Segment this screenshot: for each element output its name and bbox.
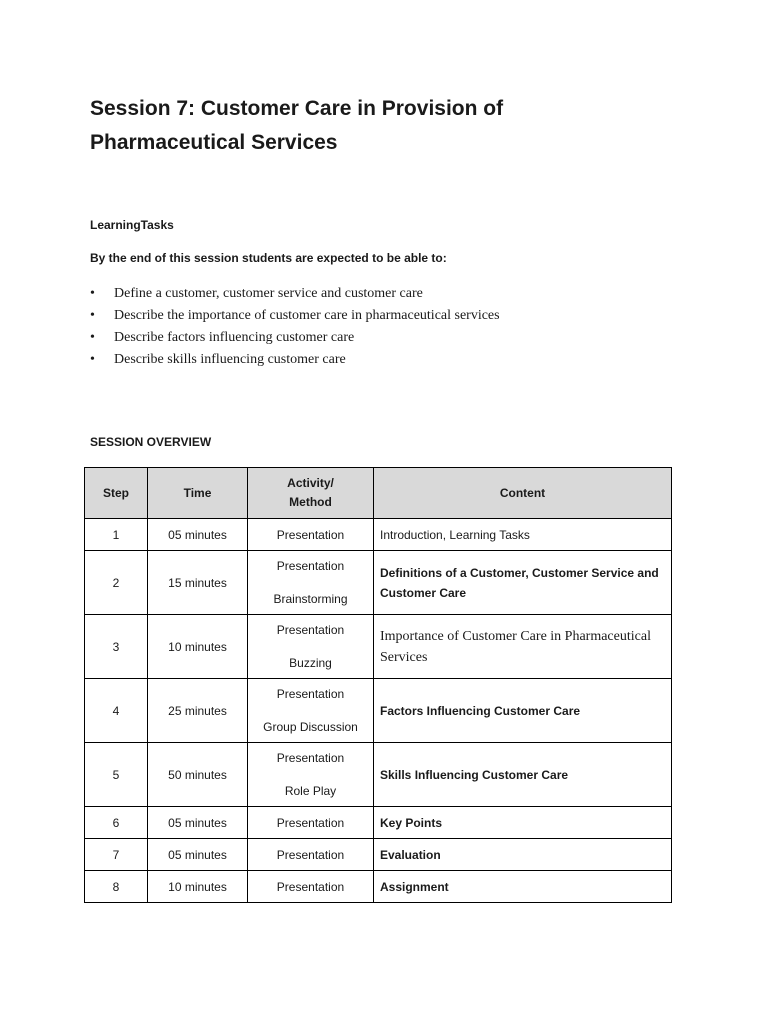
cell-content: Introduction, Learning Tasks (374, 519, 672, 551)
cell-content: Factors Influencing Customer Care (374, 679, 672, 743)
objective-item: • Describe the importance of customer care in pharmaceutical services (90, 305, 500, 327)
cell-method: Presentation (248, 519, 374, 551)
cell-step: 5 (85, 743, 148, 807)
cell-step: 1 (85, 519, 148, 551)
cell-content: Importance of Customer Care in Pharmaceutical Services (374, 615, 672, 679)
table-row (85, 615, 672, 679)
cell-step: 6 (85, 807, 148, 839)
table-row (85, 551, 672, 615)
cell-time: 15 minutes (148, 551, 248, 615)
cell-time: 05 minutes (148, 807, 248, 839)
header-step: Step (85, 468, 148, 519)
cell-content: Assignment (374, 871, 672, 903)
table-row (85, 839, 672, 871)
table-row (85, 679, 672, 743)
cell-content: Evaluation (374, 839, 672, 871)
bullet-icon: • (90, 308, 95, 323)
session-overview-heading: SESSION OVERVIEW (90, 435, 212, 449)
cell-time: 10 minutes (148, 871, 248, 903)
cell-method: Presentation Brainstorming (248, 551, 374, 615)
objective-item: • Define a customer, customer service and customer care (90, 283, 500, 305)
objective-item: • Describe factors influencing customer care (90, 327, 500, 349)
cell-method: Presentation Role Play (248, 743, 374, 807)
table-row (85, 807, 672, 839)
objectives-intro: By the end of this session students are expected to be able to: (90, 251, 447, 265)
cell-step: 8 (85, 871, 148, 903)
cell-step: 2 (85, 551, 148, 615)
cell-method: Presentation Buzzing (248, 615, 374, 679)
session-overview-table (84, 467, 672, 903)
cell-step: 4 (85, 679, 148, 743)
cell-method: Presentation (248, 871, 374, 903)
bullet-icon: • (90, 330, 95, 345)
page-title: Session 7: Customer Care in Provision of Pharmaceutical Services (90, 97, 504, 154)
cell-content: Definitions of a Customer, Customer Service and Customer Care (374, 551, 672, 615)
cell-step: 7 (85, 839, 148, 871)
cell-content: Key Points (374, 807, 672, 839)
learning-tasks-heading: LearningTasks (90, 218, 174, 232)
cell-method: Presentation (248, 807, 374, 839)
table-row (85, 743, 672, 807)
table-row (85, 871, 672, 903)
table-row (85, 519, 672, 551)
objective-item: • Describe skills influencing customer care (90, 349, 500, 371)
bullet-icon: • (90, 286, 95, 301)
cell-time: 05 minutes (148, 839, 248, 871)
header-content: Content (374, 468, 672, 519)
cell-content: Skills Influencing Customer Care (374, 743, 672, 807)
header-method: Activity/ Method (248, 468, 374, 519)
cell-step: 3 (85, 615, 148, 679)
cell-method: Presentation (248, 839, 374, 871)
bullet-icon: • (90, 352, 95, 367)
header-time: Time (148, 468, 248, 519)
objectives-list (90, 283, 500, 371)
cell-time: 05 minutes (148, 519, 248, 551)
cell-time: 10 minutes (148, 615, 248, 679)
cell-time: 50 minutes (148, 743, 248, 807)
table-header-row (85, 468, 672, 519)
cell-time: 25 minutes (148, 679, 248, 743)
cell-method: Presentation Group Discussion (248, 679, 374, 743)
